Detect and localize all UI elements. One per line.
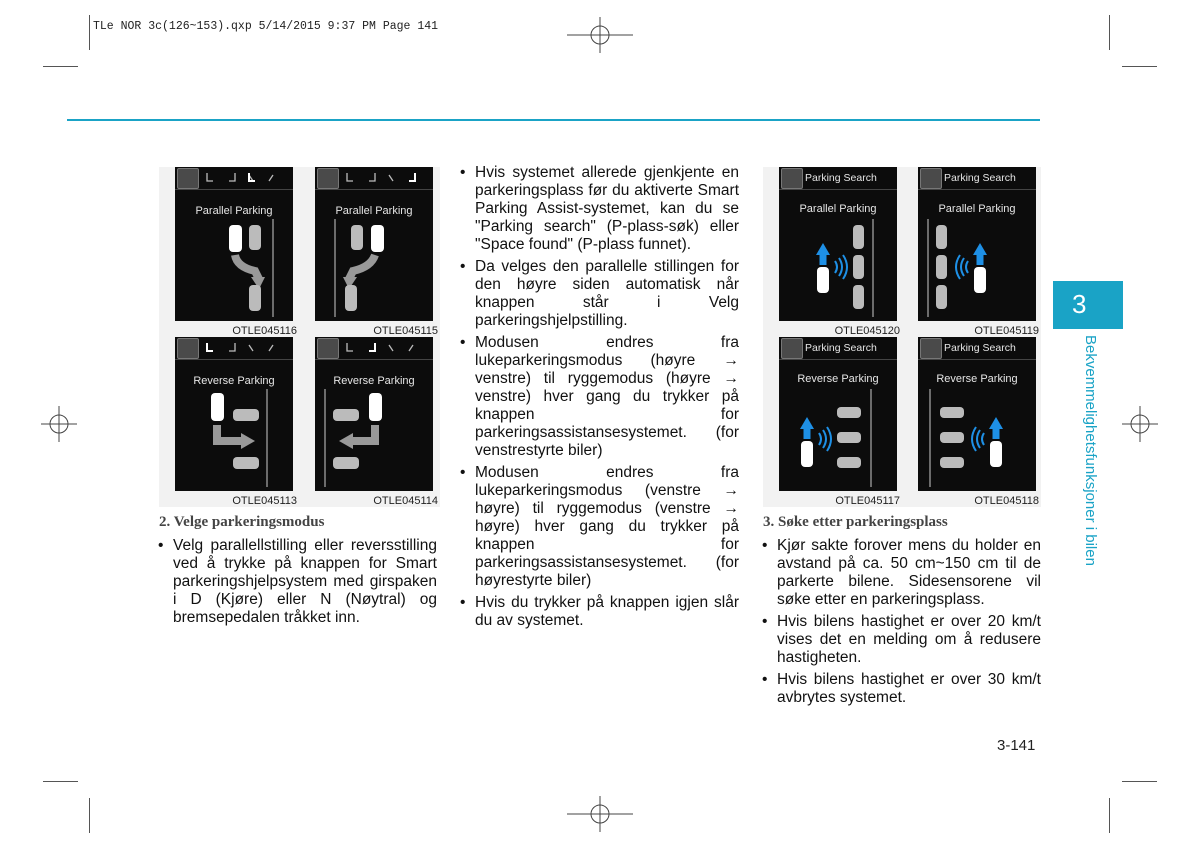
parking-illustration [779,337,897,491]
list-item: • Da velges den parallelle stillingen for den høyre siden automatisk når knappen står i Velg parkeringshjelpstilling. [460,258,739,330]
middle-list [460,164,739,634]
screen-title: Reverse Parking [333,375,415,387]
parking-search-label: Parking Search [944,172,1016,184]
figure-code: OTLE045119 [974,325,1039,337]
registration-mark-bottom [567,796,633,832]
figure-code: OTLE045115 [373,325,438,337]
parking-search-label: Parking Search [944,342,1016,354]
chapter-tab [1053,281,1123,329]
screen-title: Reverse Parking [193,375,275,387]
section-3-heading: 3. Søke etter parkeringsplass [763,514,948,530]
screen-title: Parallel Parking [799,203,877,215]
print-slug: TLe NOR 3c(126~153).qxp 5/14/2015 9:37 PM Page 141 [93,20,439,33]
list-item: • Hvis bilens hastighet er over 20 km/t vises det en melding om å redusere hastigheten. [762,613,1041,667]
section-2-list [158,537,437,631]
screen-panel [902,337,1041,507]
screen-panel [299,167,440,337]
figure-code: OTLE045118 [974,495,1039,507]
screen-title: Parallel Parking [335,205,413,217]
figure-code: OTLE045113 [232,495,297,507]
figure-code: OTLE045116 [232,325,297,337]
screen-title: Reverse Parking [936,373,1018,385]
figure-parallel-mode [159,167,440,337]
parking-illustration [315,337,433,491]
figure-code: OTLE045117 [835,495,900,507]
parking-illustration [175,167,293,321]
screen-panel [902,167,1041,337]
registration-mark-left [41,404,77,444]
parking-illustration [315,167,433,321]
list-item: • Hvis systemet allerede gjenkjente en parkeringsplass før du aktiverte Smart Parking Assist-systemet, kan du se "Parking search" (P-plass-søk) eller "Space found" (P-plass funnet). [460,164,739,254]
parking-illustration [918,337,1036,491]
figure-code: OTLE045120 [834,325,900,337]
section-2-heading: 2. Velge parkeringsmodus [159,514,325,530]
parking-search-label: Parking Search [805,172,877,184]
figure-search-parallel [763,167,1041,337]
screen-panel [159,167,299,337]
header-rule [67,119,1040,121]
list-item: • Modusen endres fra lukeparkeringsmodus (venstre → høyre) til ryggemodus (venstre → høyre) hver gang du trykker på knappen for parkeringsassistansesystemet. (for høyrestyrte biler) [460,464,739,590]
list-item: • Kjør sakte forover mens du holder en avstand på ca. 50 cm~150 cm til de parkerte bilene. Sidesensorene vil søke etter en parkeringsplass. [762,537,1041,609]
figure-code: OTLE045114 [373,495,438,507]
page-number: 3-141 [997,737,1036,754]
screen-panel [159,337,299,507]
parking-search-label: Parking Search [805,342,877,354]
parking-illustration [779,167,897,321]
screen-panel [763,337,902,507]
parking-illustration [175,337,293,491]
chapter-number: 3 [1072,289,1087,319]
section-3-list [762,537,1041,711]
parking-illustration [918,167,1036,321]
registration-mark-right [1122,404,1158,444]
list-item: • Velg parallellstilling eller reversstilling ved å trykke på knappen for Smart parkeringshjelpsystem med girspaken i D (Kjøre) eller N (Nøytral) og bremsepedalen tråkket inn. [158,537,437,627]
list-item: • Hvis bilens hastighet er over 30 km/t avbrytes systemet. [762,671,1041,707]
screen-title: Parallel Parking [195,205,273,217]
screen-title: Reverse Parking [797,373,879,385]
list-item: • Modusen endres fra lukeparkeringsmodus (høyre → venstre) til ryggemodus (høyre → venstre) hver gang du trykker på knappen for parkeringsassistansesystemet. (for venstrestyrte biler) [460,334,739,460]
chapter-title: Bekvemmelighetsfunksjoner i bilen [1082,335,1099,566]
screen-panel [763,167,902,337]
figure-reverse-mode [159,337,440,507]
screen-panel [299,337,440,507]
registration-mark-top [567,17,633,53]
figure-search-reverse [763,337,1041,507]
screen-title: Parallel Parking [938,203,1016,215]
list-item: • Hvis du trykker på knappen igjen slår du av systemet. [460,594,739,630]
